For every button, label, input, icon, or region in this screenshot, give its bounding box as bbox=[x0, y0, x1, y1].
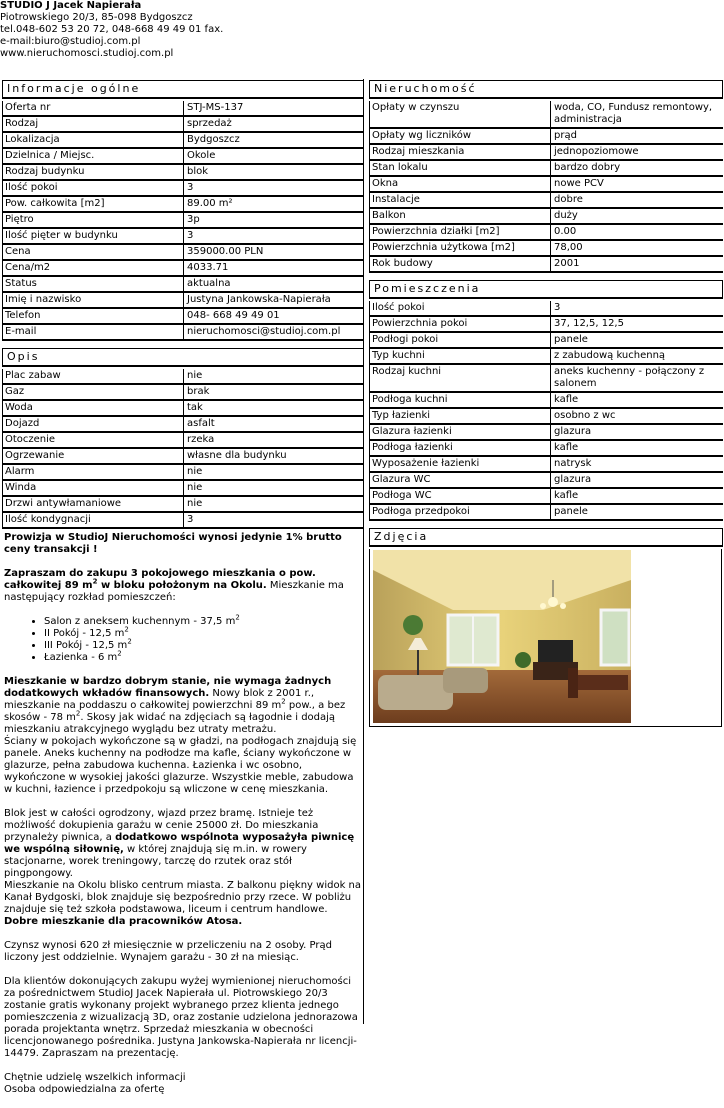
row-value: panele bbox=[554, 334, 588, 345]
table-row bbox=[2, 229, 364, 245]
row-value: 3p bbox=[187, 214, 200, 225]
table-row bbox=[2, 213, 364, 229]
row-value: rzeka bbox=[187, 434, 215, 445]
row-value: nie bbox=[187, 482, 203, 493]
row-value: asfalt bbox=[187, 418, 215, 429]
row-label: Glazura łazienki bbox=[369, 425, 551, 439]
table-row bbox=[369, 333, 723, 349]
intro-paragraph: Zapraszam do zakupu 3 pokojowego mieszkania o pow. całkowitej 89 $m^2$ w bloku położonym na Okolu. Mieszkanie ma następujący rozkład pomieszczeń: bbox=[4, 568, 344, 603]
table-row bbox=[2, 245, 364, 261]
table-row bbox=[369, 257, 723, 273]
table-row bbox=[369, 145, 723, 161]
row-label: Podłoga przedpokoi bbox=[369, 505, 551, 519]
section-property-title: Nieruchomość bbox=[369, 80, 723, 99]
list-item: • Salon z aneksem kuchennym - 37,5 $m^2$ bbox=[44, 616, 362, 628]
row-value: panele bbox=[554, 506, 588, 517]
row-label: Status bbox=[2, 277, 184, 291]
table-row bbox=[2, 497, 364, 513]
commission-note: Prowizja w StudioJ Nieruchomości wynosi jedynie 1% brutto ceny transakcji ! bbox=[4, 532, 342, 555]
row-label: Piętro bbox=[2, 213, 184, 227]
section-opis-title: Opis bbox=[2, 348, 364, 367]
row-value: 359000.00 PLN bbox=[187, 246, 264, 257]
row-value: 048- 668 49 49 01 bbox=[187, 310, 280, 321]
row-label: Podłoga WC bbox=[369, 489, 551, 503]
row-value: kafle bbox=[554, 490, 579, 501]
room-list bbox=[4, 613, 362, 664]
rent-paragraph: Czynsz wynosi 620 zł miesięcznie w przeliczeniu na 2 osoby. Prąd liczony jest oddzielnie. Wynajem garażu - 30 zł na miesiąc. bbox=[4, 940, 332, 963]
rooms-table bbox=[369, 301, 723, 521]
table-row bbox=[2, 165, 364, 181]
table-row bbox=[2, 481, 364, 497]
row-value: nie bbox=[187, 466, 203, 477]
row-value: STJ-MS-137 bbox=[187, 102, 244, 113]
row-label: Balkon bbox=[369, 209, 551, 223]
table-row bbox=[2, 101, 364, 117]
row-value: kafle bbox=[554, 394, 579, 405]
section-photos-title: Zdjęcia bbox=[369, 528, 723, 547]
table-row bbox=[369, 177, 723, 193]
row-label: Oferta nr bbox=[2, 101, 184, 115]
table-row bbox=[2, 309, 364, 325]
row-label: Ilość pięter w budynku bbox=[2, 229, 184, 243]
row-value: Okole bbox=[187, 150, 216, 161]
row-value: 3 bbox=[187, 182, 194, 193]
row-label: Woda bbox=[2, 401, 184, 415]
general-table bbox=[2, 101, 364, 341]
row-label: Powierzchnia pokoi bbox=[369, 317, 551, 331]
row-label: E-mail bbox=[2, 325, 184, 339]
agency-website[interactable]: www.nieruchomosci.studioj.com.pl bbox=[0, 48, 174, 59]
row-label: Ilość pokoi bbox=[369, 301, 551, 315]
row-value: glazura bbox=[554, 426, 592, 437]
row-label: Winda bbox=[2, 481, 184, 495]
table-row bbox=[2, 513, 364, 529]
row-value: 78,00 bbox=[554, 242, 583, 253]
building-paragraph: Blok jest w całości ogrodzony, wjazd przez bramę. Istnieje też możliwość dokupienia garażu w cenie 25000 zł. Do mieszkania przynależy piwnica, a dodatkowo wspólnota wyposażyła piwnicę we wspólną siłownię, w której znajdują się m.in. w rowery stacjonarne, worek treningowy, tarczę do rzutek oraz stół pingpongowy. Mieszkanie na Okolu blisko centrum miasta. Z balkonu piękny widok na Kanał Bydgoski, blok znajduje się bezpośrednio przy rzece. W pobliżu znajduje się też szkoła podstawowa, liceum i centrum handlowe. Dobre mieszkanie dla pracowników Atosa. bbox=[4, 808, 362, 927]
property-table bbox=[369, 101, 723, 273]
table-row bbox=[369, 441, 723, 457]
row-label: Pow. całkowita [m2] bbox=[2, 197, 184, 211]
row-label: Powierzchnia działki [m2] bbox=[369, 225, 551, 239]
agency-phones: tel.048-602 53 20 72, 048-668 49 49 01 fax. bbox=[0, 24, 224, 35]
list-item: • III Pokój - 12,5 $m^2$ bbox=[44, 640, 362, 652]
table-row bbox=[2, 325, 364, 341]
row-label: Podłoga kuchni bbox=[369, 393, 551, 407]
row-value: natrysk bbox=[554, 458, 592, 469]
table-row bbox=[2, 369, 364, 385]
row-label: Typ kuchni bbox=[369, 349, 551, 363]
row-label: Rodzaj mieszkania bbox=[369, 145, 551, 159]
row-value: nieruchomosci@studioj.com.pl bbox=[187, 326, 341, 337]
table-row bbox=[2, 465, 364, 481]
row-value: 3 bbox=[187, 230, 194, 241]
row-value: brak bbox=[187, 386, 210, 397]
row-value: kafle bbox=[554, 442, 579, 453]
row-value: Justyna Jankowska-Napierała bbox=[187, 294, 331, 305]
table-row bbox=[369, 473, 723, 489]
agency-email[interactable]: e-mail:biuro@studioj.com.pl bbox=[0, 36, 141, 47]
row-label: Cena/m2 bbox=[2, 261, 184, 275]
row-label: Okna bbox=[369, 177, 551, 191]
table-row bbox=[2, 385, 364, 401]
row-value: aneks kuchenny - połączony z salonem bbox=[554, 366, 705, 389]
row-value: dobre bbox=[554, 194, 583, 205]
row-value: 2001 bbox=[554, 258, 580, 269]
section-rooms-title: Pomieszczenia bbox=[369, 280, 723, 299]
table-row bbox=[2, 117, 364, 133]
row-label: Ilość kondygnacji bbox=[2, 513, 184, 527]
row-value: nie bbox=[187, 370, 203, 381]
row-label: Typ łazienki bbox=[369, 409, 551, 423]
row-label: Gaz bbox=[2, 385, 184, 399]
row-value: sprzedaż bbox=[187, 118, 232, 129]
section-general-title: Informacje ogólne bbox=[2, 80, 364, 99]
table-row bbox=[2, 197, 364, 213]
row-value: bardzo dobry bbox=[554, 162, 621, 173]
table-row bbox=[2, 293, 364, 309]
row-value: duży bbox=[554, 210, 578, 221]
row-value: osobno z wc bbox=[554, 410, 616, 421]
row-value: 3 bbox=[554, 302, 561, 313]
offer-paragraph: Dla klientów dokonujących zakupu wyżej wymienionej nieruchomości za pośrednictwem StudioJ Jacek Napierała ul. Piotrowskiego 20/3 zostanie gratis wykonany projekt wybranego przez klienta jednego pomieszczenia z wizualizacją 3D, oraz zostanie udzielona jednorazowa porada projektanta wnętrz. Sprzedaż mieszkania w obecności licencjonowanego pośrednika. Justyna Jankowska-Napierała nr licencji- 14479. Zapraszam na prezentację. bbox=[4, 976, 358, 1059]
table-row bbox=[369, 409, 723, 425]
table-row bbox=[369, 457, 723, 473]
row-label: Cena bbox=[2, 245, 184, 259]
agency-name: STUDIO J Jacek Napierała bbox=[0, 0, 142, 11]
list-item: • II Pokój - 12,5 $m^2$ bbox=[44, 628, 362, 640]
row-value: własne dla budynku bbox=[187, 450, 287, 461]
row-label: Ilość pokoi bbox=[2, 181, 184, 195]
row-value: tak bbox=[187, 402, 203, 413]
table-row bbox=[369, 225, 723, 241]
opis-table bbox=[2, 369, 364, 529]
table-row bbox=[2, 417, 364, 433]
row-value: Bydgoszcz bbox=[187, 134, 240, 145]
row-label: Drzwi antywłamaniowe bbox=[2, 497, 184, 511]
row-label: Dzielnica / Miejsc. bbox=[2, 149, 184, 163]
row-label: Imię i nazwisko bbox=[2, 293, 184, 307]
row-value: 37, 12,5, 12,5 bbox=[554, 318, 624, 329]
table-row bbox=[369, 425, 723, 441]
agency-address: Piotrowskiego 20/3, 85-098 Bydgoszcz bbox=[0, 12, 193, 23]
row-value: aktualna bbox=[187, 278, 231, 289]
row-value: jednopoziomowe bbox=[554, 146, 639, 157]
table-row bbox=[369, 161, 723, 177]
photo-frame bbox=[369, 549, 722, 727]
row-label: Instalacje bbox=[369, 193, 551, 207]
row-value: woda, CO, Fundusz remontowy, administracja bbox=[554, 102, 713, 125]
row-value: nie bbox=[187, 498, 203, 509]
list-item: • Łazienka - 6 $m^2$ bbox=[44, 652, 362, 664]
table-row bbox=[369, 393, 723, 409]
row-value: glazura bbox=[554, 474, 592, 485]
right-column bbox=[369, 79, 723, 727]
row-label: Rok budowy bbox=[369, 257, 551, 271]
table-row bbox=[369, 129, 723, 145]
table-row bbox=[2, 401, 364, 417]
table-row bbox=[369, 349, 723, 365]
table-row bbox=[369, 241, 723, 257]
table-row bbox=[2, 181, 364, 197]
row-value: 4033.71 bbox=[187, 262, 229, 273]
row-label: Podłoga łazienki bbox=[369, 441, 551, 455]
table-row bbox=[2, 133, 364, 149]
row-value: nowe PCV bbox=[554, 178, 604, 189]
table-row bbox=[369, 365, 723, 393]
table-row bbox=[369, 193, 723, 209]
row-label: Opłaty w czynszu bbox=[369, 101, 551, 127]
row-label: Lokalizacja bbox=[2, 133, 184, 147]
table-row bbox=[369, 209, 723, 225]
agency-header bbox=[0, 0, 720, 60]
table-row bbox=[369, 489, 723, 505]
row-value: z zabudową kuchenną bbox=[554, 350, 666, 361]
table-row bbox=[369, 301, 723, 317]
description-text bbox=[2, 529, 364, 1096]
row-value: blok bbox=[187, 166, 209, 177]
contact-paragraph: Chętnie udzielę wszelkich informacji Osoba odpowiedzialna za ofertę bbox=[4, 1072, 186, 1095]
row-label: Telefon bbox=[2, 309, 184, 323]
row-value: 89.00 m² bbox=[187, 198, 233, 209]
table-row bbox=[369, 101, 723, 129]
row-value: 3 bbox=[187, 514, 194, 525]
table-row bbox=[2, 261, 364, 277]
row-value: prąd bbox=[554, 130, 577, 141]
row-label: Otoczenie bbox=[2, 433, 184, 447]
row-value: 0.00 bbox=[554, 226, 577, 237]
apartment-photo[interactable] bbox=[373, 550, 631, 723]
table-row bbox=[369, 505, 723, 521]
row-label: Alarm bbox=[2, 465, 184, 479]
row-label: Rodzaj kuchni bbox=[369, 365, 551, 391]
row-label: Plac zabaw bbox=[2, 369, 184, 383]
table-row bbox=[2, 149, 364, 165]
row-label: Opłaty wg liczników bbox=[369, 129, 551, 143]
row-label: Powierzchnia użytkowa [m2] bbox=[369, 241, 551, 255]
row-label: Podłogi pokoi bbox=[369, 333, 551, 347]
table-row bbox=[369, 317, 723, 333]
row-label: Ogrzewanie bbox=[2, 449, 184, 463]
row-label: Rodzaj bbox=[2, 117, 184, 131]
row-label: Glazura WC bbox=[369, 473, 551, 487]
row-label: Dojazd bbox=[2, 417, 184, 431]
table-row bbox=[2, 449, 364, 465]
left-column bbox=[2, 79, 364, 1108]
row-label: Stan lokalu bbox=[369, 161, 551, 175]
table-row bbox=[2, 433, 364, 449]
row-label: Wyposażenie łazienki bbox=[369, 457, 551, 471]
row-label: Rodzaj budynku bbox=[2, 165, 184, 179]
condition-paragraph: Mieszkanie w bardzo dobrym stanie, nie wymaga żadnych dodatkowych wkładów finansowych. Nowy blok z 2001 r., mieszkanie na poddaszu o całkowitej powierzchni 89 $m^2$ pow., a bez skosów - 78 $m^2$. Skosy jak widać na zdjęciach są łagodnie i dodają mieszkaniu atrakcyjnego wyglądu bez utraty metrażu. Ściany w pokojach wykończone są w gładzi, na podłogach znajdują się panele. Aneks kuchenny na podłodze ma kafle, ściany wykończone w glazurze, pełna zabudowa kuchenna. Łazienka i wc osobno, wykończone w wysokiej jakości glazurze. Wszystkie meble, zabudowa w kuchni, łazience i przedpokoju są wliczone w cenę mieszkania. bbox=[4, 676, 357, 795]
table-row bbox=[2, 277, 364, 293]
